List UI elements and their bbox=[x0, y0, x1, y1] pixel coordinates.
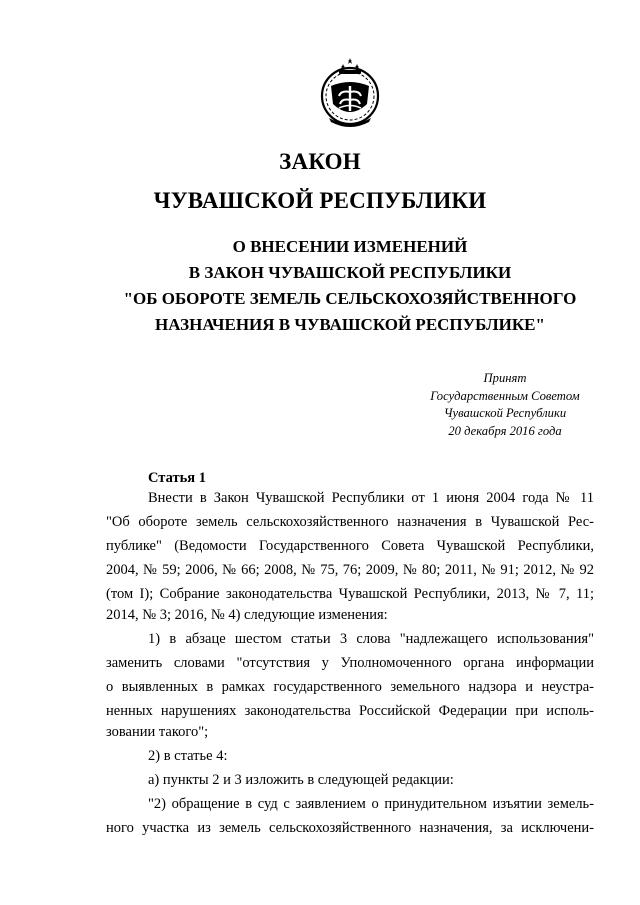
article-body-line: 2004, № 59; 2006, № 66; 2008, № 75, 76; 2009, № 80; 2011, № 91; 2012, № 92 bbox=[106, 562, 594, 578]
article-body-line: ного участка из земель сельскохозяйственного назначения, за исключени- bbox=[106, 820, 594, 836]
adoption-line: Государственным Советом bbox=[430, 388, 580, 403]
adoption-line: Чувашской Республики bbox=[443, 406, 567, 420]
article-body-line: 1) в абзаце шестом статьи 3 слова "надлежащего использования" bbox=[148, 631, 594, 647]
subject-line: НАЗНАЧЕНИЯ В ЧУВАШСКОЙ РЕСПУБЛИКЕ" bbox=[155, 315, 545, 334]
chuvash-republic-emblem-icon bbox=[317, 56, 383, 128]
article-body-line: заменить словами "отсутствия у Уполномоченного органа информации bbox=[106, 655, 594, 671]
adoption-note bbox=[390, 370, 620, 440]
subject-line: "ОБ ОБОРОТЕ ЗЕМЕЛЬ СЕЛЬСКОХОЗЯЙСТВЕННОГО bbox=[123, 289, 577, 308]
article-body-line: "2) обращение в суд с заявлением о принудительном изъятии земель- bbox=[148, 796, 594, 812]
article-body-line: публике" (Ведомости Государственного Совета Чувашской Республики, bbox=[106, 538, 594, 554]
subject-line: В ЗАКОН ЧУВАШСКОЙ РЕСПУБЛИКИ bbox=[188, 263, 512, 282]
law-issuer-title: ЧУВАШСКОЙ РЕСПУБЛИКИ bbox=[153, 188, 487, 213]
article-body-line: 2014, № 3; 2016, № 4) следующие изменения: bbox=[106, 607, 388, 623]
article-body-line: Внести в Закон Чувашской Республики от 1 июня 2004 года № 11 bbox=[148, 490, 594, 506]
article-body-line: 2) в статье 4: bbox=[148, 748, 228, 764]
article-body-line: (том I); Собрание законодательства Чувашской Республики, 2013, № 7, 11; bbox=[106, 586, 594, 602]
article-body-line: ненных нарушениях законодательства Российской Федерации при исполь- bbox=[106, 703, 594, 719]
article-body-line: а) пункты 2 и 3 изложить в следующей редакции: bbox=[148, 772, 454, 788]
law-subject-heading bbox=[60, 234, 640, 338]
subject-line: О ВНЕСЕНИИ ИЗМЕНЕНИЙ bbox=[232, 237, 468, 256]
article-heading: Статья 1 bbox=[148, 470, 206, 486]
adoption-date: 20 декабря 2016 года bbox=[448, 423, 562, 438]
law-title: ЗАКОН bbox=[279, 149, 361, 174]
article-body-line: о выявленных в рамках государственного земельного надзора и неустра- bbox=[106, 679, 594, 695]
article-body-line: "Об обороте земель сельскохозяйственного назначения в Чувашской Рес- bbox=[106, 514, 594, 530]
adoption-line: Принят bbox=[483, 371, 527, 385]
article-body-line: зовании такого"; bbox=[106, 724, 209, 740]
